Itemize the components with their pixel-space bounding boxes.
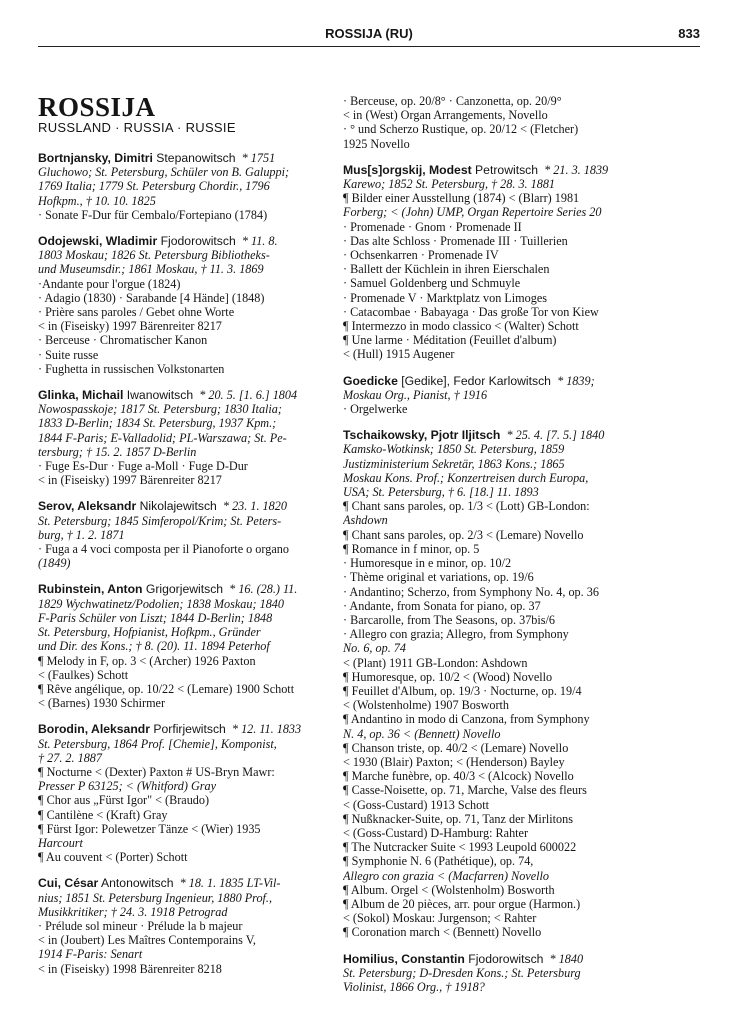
entry-line: < (Plant) 1911 GB-London: Ashdown (343, 655, 528, 670)
composer-patronymic: Fjodorowitsch (157, 234, 236, 249)
entry-line: < in (Fiseisky) 1997 Bärenreiter 8217 (38, 319, 222, 334)
entry-line: Presser P 63125; < (Whitford) Gray (38, 779, 217, 794)
entry-line: < (Hull) 1915 Augener (343, 347, 455, 362)
entry-line: Nowospasskoje; 1817 St. Petersburg; 1830 Italia; (38, 402, 282, 417)
entry-line: ¶ Feuillet d'Album, op. 19/3 · Nocturne, op. 19/4 (343, 683, 582, 698)
entry-line: Karewo; 1852 St. Petersburg, † 28. 3. 1881 (343, 177, 556, 192)
composer-name: Goedicke (343, 373, 398, 388)
entry-line: ¶ Chor aus „Fürst Igor" < (Braudo) (38, 793, 210, 808)
entry-line: ¶ Album de 20 pièces, arr. pour orgue (Harmon.) (343, 896, 581, 911)
entry-line: N. 4, op. 36 < (Bennett) Novello (343, 726, 501, 741)
entry-line: · Prière sans paroles / Gebet ohne Worte (38, 305, 235, 320)
composer-heading (38, 234, 336, 248)
running-head-title: ROSSIJA (RU) (325, 26, 413, 41)
entry-line: · Promenade V · Marktplatz von Limoges (343, 290, 547, 305)
composer-patronymic: Fjodorowitsch (464, 951, 544, 966)
entry-line: · Berceuse · Chromatischer Kanon (38, 333, 208, 348)
entry-line: St. Petersburg, 1864 Prof. [Chemie], Komponist, (38, 736, 277, 751)
entry-line: · Sonate F-Dur für Cembalo/Fortepiano (1784) (38, 207, 268, 222)
entry-line: St. Petersburg; D-Dresden Kons.; St. Petersburg (343, 965, 581, 980)
entry-line: < in (Fiseisky) 1998 Bärenreiter 8218 (38, 961, 222, 976)
composer-heading (343, 163, 705, 177)
composer-patronymic: [Gedike], Fedor Karlowitsch (397, 373, 551, 388)
birth-date: * 1751 (241, 151, 276, 165)
entry-line: < in (Fiseisky) 1997 Bärenreiter 8217 (38, 473, 222, 488)
entry-line: · Catacombae · Babayaga · Das große Tor von Kiew (343, 304, 599, 319)
entry-line: · Andantino; Scherzo, from Symphony No. 4, op. 36 (343, 584, 599, 599)
entry-line: · Samuel Goldenberg und Schmuyle (343, 276, 521, 291)
entry-line: 1803 Moskau; 1826 St. Petersburg Bibliotheks- (38, 248, 270, 263)
entry-line: No. 6, op. 74 (343, 641, 406, 656)
entry-line: · Suite russe (38, 347, 99, 362)
entry-line: Moskau Org., Pianist, † 1916 (343, 387, 488, 402)
composer-name: Bortnjansky, Dimitri (38, 151, 153, 165)
composer-heading (38, 499, 336, 513)
composer-patronymic: Petrowitsch (471, 162, 539, 177)
entry-line: < in (Joubert) Les Maîtres Contemporains V, (38, 933, 256, 948)
composer-heading (343, 374, 705, 388)
composer-entry (343, 374, 705, 417)
composer-heading (38, 388, 336, 402)
entry-line: St. Petersburg; 1845 Simferopol/Krim; St. Peters- (38, 513, 282, 528)
entry-line: Hofkpm., † 10. 10. 1825 (38, 193, 156, 208)
entry-line: ¶ Une larme · Méditation (Feuillet d'album) (343, 333, 557, 348)
entry-line: ¶ Cantilène < (Kraft) Gray (38, 807, 168, 822)
left-column (38, 94, 336, 988)
entry-line: St. Petersburg, Hofpianist, Hofkpm., Gründer (38, 625, 261, 640)
composer-patronymic: Grigorjewitsch (142, 582, 224, 597)
entry-line: ·Andante pour l'orgue (1824) (38, 276, 181, 291)
running-head (38, 24, 700, 47)
birth-date: * 18. 1. 1835 LT-Vil- (179, 876, 281, 891)
entry-line: ¶ Rêve angélique, op. 10/22 < (Lemare) 1900 Schott (38, 681, 295, 696)
composer-patronymic: Nikolajewitsch (136, 499, 217, 514)
composer-entry (38, 234, 336, 376)
entry-line: · Adagio (1830) · Sarabande [4 Hände] (1848) (38, 290, 265, 305)
entry-line: ¶ Au couvent < (Porter) Schott (38, 850, 188, 865)
composer-heading (38, 876, 336, 890)
composer-entry (38, 722, 336, 864)
composer-patronymic: Stepanowitsch (152, 151, 236, 165)
entry-line: · Ochsenkarren · Promenade IV (343, 248, 499, 263)
composer-patronymic: Porfirjewitsch (149, 722, 226, 737)
entry-line: Forberg; < (John) UMP, Organ Repertoire Series 20 (343, 205, 602, 220)
entry-line: ¶ Intermezzo in modo classico < (Walter) Schott (343, 319, 579, 334)
composer-name: Serov, Aleksandr (38, 499, 137, 514)
entry-line: ¶ Coronation march < (Bennett) Novello (343, 925, 542, 940)
entry-line: † 27. 2. 1887 (38, 750, 102, 765)
entry-line: ¶ Fürst Igor: Polewetzer Tänze < (Wier) 1935 (38, 821, 261, 836)
entry-line: < 1930 (Blair) Paxton; < (Henderson) Bayley (343, 754, 565, 769)
entry-line: Moskau Kons. Prof.; Konzertreisen durch Europa, (343, 470, 589, 485)
entry-line: Ashdown (343, 513, 388, 528)
composer-name: Mus[s]orgskij, Modest (343, 162, 472, 177)
entry-line: 1833 D-Berlin; 1834 St. Petersburg, 1937 Kpm.; (38, 416, 277, 431)
entry-line: F-Paris Schüler von Liszt; 1844 D-Berlin; 1848 (38, 610, 273, 625)
entry-line: (1849) (38, 556, 71, 571)
entry-line: ¶ Marche funèbre, op. 40/3 < (Alcock) Novello (343, 769, 574, 784)
composer-entry (38, 876, 336, 975)
entry-line: < (Goss-Custard) 1913 Schott (343, 797, 490, 812)
entry-line: < in (West) Organ Arrangements, Novello (343, 108, 548, 123)
composer-entry (343, 952, 705, 995)
entry-line: ¶ Bilder einer Ausstellung (1874) < (Blarr) 1981 (343, 191, 580, 206)
composer-entry (343, 428, 705, 939)
entry-line: Gluchowo; St. Petersburg, Schüler von B. Galuppi; (38, 165, 290, 180)
composer-patronymic: Iwanowitsch (123, 388, 194, 403)
continued-entry (343, 94, 705, 151)
birth-date: * 11. 8. (241, 234, 278, 249)
entry-line: ¶ Nußknacker-Suite, op. 71, Tanz der Mirlitons (343, 811, 573, 826)
entry-line: < (Sokol) Moskau: Jurgenson; < Rahter (343, 911, 537, 926)
composer-entry (38, 499, 336, 570)
composer-name: Homilius, Constantin (343, 951, 465, 966)
birth-date: * 25. 4. [7. 5.] 1840 (506, 428, 605, 443)
entry-line: ¶ Symphonie N. 6 (Pathétique), op. 74, (343, 854, 534, 869)
entry-line: ¶ Nocturne < (Dexter) Paxton # US-Bryn Mawr: (38, 764, 275, 779)
composer-heading (343, 428, 705, 442)
entry-line: ¶ Chant sans paroles, op. 1/3 < (Lott) GB-London: (343, 499, 590, 514)
birth-date: * 1840 (549, 951, 584, 966)
country-heading (38, 94, 336, 135)
entry-line: ¶ Casse-Noisette, op. 71, Marche, Valse des fleurs (343, 783, 587, 798)
entry-line: und Museumsdir.; 1861 Moskau, † 11. 3. 1869 (38, 262, 264, 277)
birth-date: * 21. 3. 1839 (544, 162, 609, 177)
entry-line: ¶ Andantino in modo di Canzona, from Symphony (343, 712, 590, 727)
entry-line: · Das alte Schloss · Promenade III · Tuillerien (343, 233, 568, 248)
entry-line: < (Wolstenholme) 1907 Bosworth (343, 698, 510, 713)
composer-patronymic: Antonowitsch (98, 876, 174, 891)
entry-line: 1914 F-Paris: Senart (38, 947, 143, 962)
birth-date: * 16. (28.) 11. (229, 582, 298, 597)
composer-entry (38, 582, 336, 710)
entry-line: · Humoresque in e minor, op. 10/2 (343, 556, 512, 571)
birth-date: * 1839; (557, 373, 595, 388)
country-subtitle: RUSSLAND · RUSSIA · RUSSIE (38, 120, 236, 135)
entry-line: · Fuga a 4 voci composta per il Pianoforte o organo (38, 542, 289, 557)
entry-line: Violinist, 1866 Org., † 1918? (343, 979, 485, 994)
birth-date: * 23. 1. 1820 (222, 499, 287, 514)
entry-line: · Andante, from Sonata for piano, op. 37 (343, 598, 541, 613)
entry-line: 1925 Novello (343, 136, 410, 151)
page-number: 833 (678, 26, 700, 41)
entry-line: tersburg; † 15. 2. 1857 D-Berlin (38, 444, 197, 459)
entry-line: · Fuge Es-Dur · Fuge a-Moll · Fuge D-Dur (38, 459, 248, 474)
composer-entry (38, 388, 336, 487)
entry-line: Musikkritiker; † 24. 3. 1918 Petrograd (38, 904, 228, 919)
entry-line: < (Barnes) 1930 Schirmer (38, 696, 166, 711)
entry-line: · Promenade · Gnom · Promenade II (343, 219, 522, 234)
entry-line: · Fughetta in russischen Volkstonarten (38, 361, 225, 376)
entry-line: ¶ Humoresque, op. 10/2 < (Wood) Novello (343, 669, 553, 684)
entry-line: Allegro con grazia < (Macfarren) Novello (343, 868, 550, 883)
entry-line: ¶ The Nutcracker Suite < 1993 Leupold 600022 (343, 840, 577, 855)
composer-entry (343, 163, 705, 362)
entry-line: ¶ Melody in F, op. 3 < (Archer) 1926 Paxton (38, 653, 256, 668)
entry-line: ¶ Chanson triste, op. 40/2 < (Lemare) Novello (343, 740, 569, 755)
entry-line: · Ballett der Küchlein in ihren Eierschalen (343, 262, 550, 277)
composer-name: Borodin, Aleksandr (38, 722, 150, 737)
entry-line: · Allegro con grazia; Allegro, from Symphony (343, 627, 569, 642)
birth-date: * 20. 5. [1. 6.] 1804 (199, 388, 298, 403)
composer-name: Glinka, Michail (38, 388, 124, 403)
entry-line: USA; St. Petersburg, † 6. [18.] 11. 1893 (343, 485, 539, 500)
entry-line: Harcourt (38, 835, 83, 850)
composer-heading (343, 952, 705, 966)
entry-line: · ° und Scherzo Rustique, op. 20/12 < (Fletcher) (343, 122, 579, 137)
composer-name: Rubinstein, Anton (38, 582, 143, 597)
entry-line: · Thème original et variations, op. 19/6 (343, 570, 534, 585)
composer-heading (38, 582, 336, 596)
entry-line: 1844 F-Paris; E-Valladolid; PL-Warszawa; St. Pe- (38, 430, 287, 445)
entry-line: · Orgelwerke (343, 402, 408, 417)
composer-heading (38, 722, 336, 736)
composer-name: Odojewski, Wladimir (38, 234, 158, 249)
entry-line: nius; 1851 St. Petersburg Ingenieur, 1880 Prof., (38, 890, 273, 905)
country-name: ROSSIJA (38, 92, 156, 122)
entry-line: < (Faulkes) Schott (38, 667, 129, 682)
composer-name: Tschaikowsky, Pjotr Iljitsch (343, 428, 501, 443)
entry-line: 1829 Wychwatinetz/Podolien; 1838 Moskau; 1840 (38, 596, 284, 611)
entry-line: Kamsko-Wotkinsk; 1850 St. Petersburg, 1859 (343, 442, 565, 457)
entry-line: ¶ Romance in f minor, op. 5 (343, 541, 480, 556)
entry-line: und Dir. des Kons.; † 8. (20). 11. 1894 Peterhof (38, 639, 270, 654)
entry-line: · Prélude sol mineur · Prélude la b majeur (38, 918, 243, 933)
composer-heading (38, 151, 336, 165)
entry-line: < (Goss-Custard) D-Hamburg: Rahter (343, 825, 529, 840)
entry-line: burg, † 1. 2. 1871 (38, 527, 125, 542)
entry-line: Justizministerium Sekretär, 1863 Kons.; 1865 (343, 456, 565, 471)
right-column (343, 94, 705, 1006)
entry-line: · Barcarolle, from The Seasons, op. 37bis/6 (343, 612, 555, 627)
entry-line: · Berceuse, op. 20/8° · Canzonetta, op. 20/9° (343, 94, 562, 108)
composer-entry (38, 151, 336, 222)
composer-name: Cui, César (38, 876, 99, 891)
entry-line: ¶ Chant sans paroles, op. 2/3 < (Lemare) Novello (343, 527, 584, 542)
birth-date: * 12. 11. 1833 (231, 722, 302, 737)
entry-line: 1769 Italia; 1779 St. Petersburg Chordir., 1796 (38, 179, 270, 194)
entry-line: ¶ Album. Orgel < (Wolstenholm) Bosworth (343, 882, 555, 897)
